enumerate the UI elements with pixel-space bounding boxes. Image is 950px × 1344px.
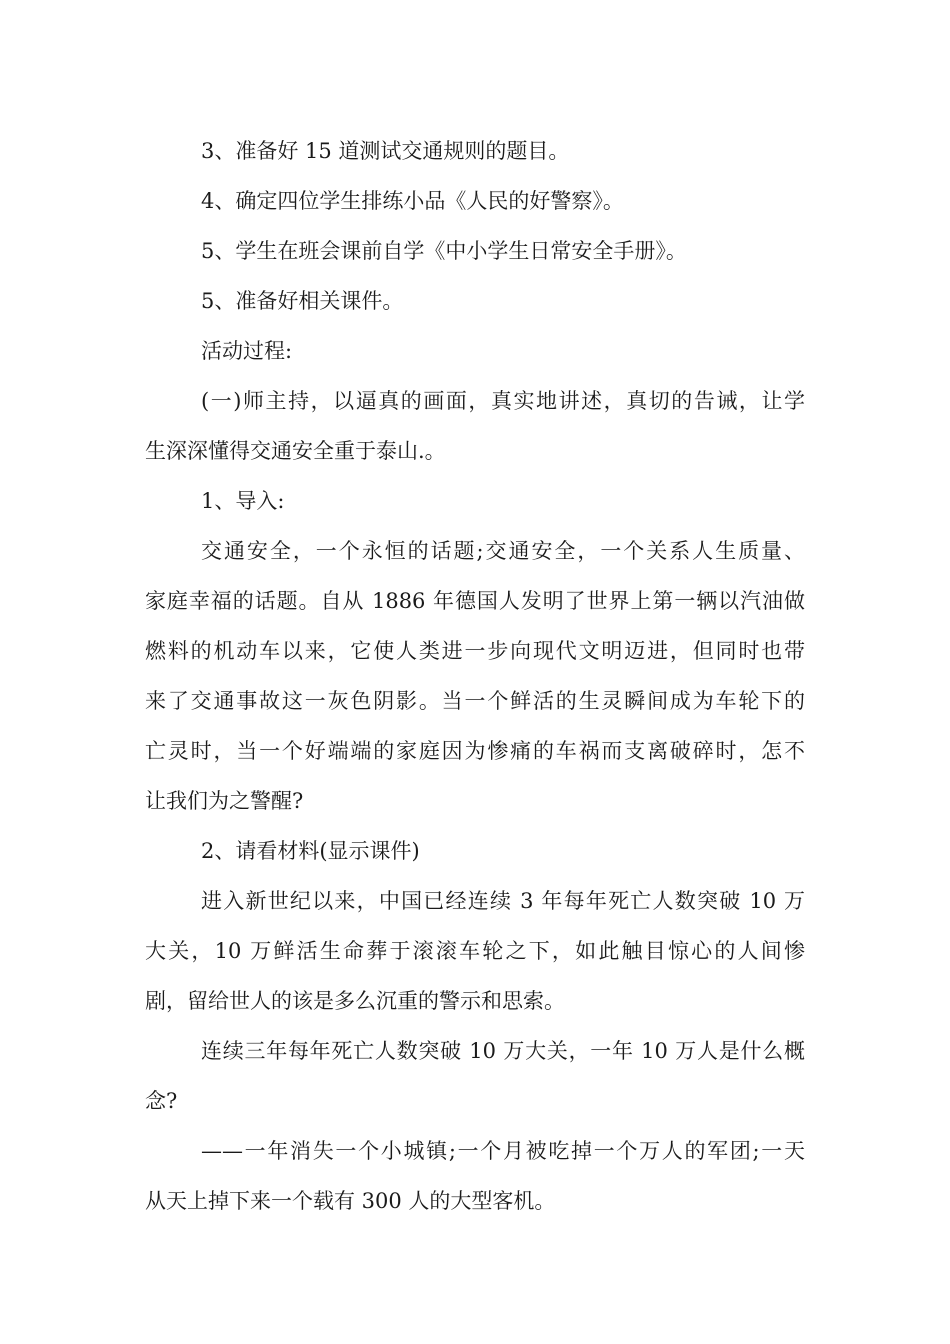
paragraph-line: 大关，10 万鲜活生命葬于滚滚车轮之下，如此触目惊心的人间惨	[145, 939, 805, 963]
paragraph-line: 燃料的机动车以来，它使人类进一步向现代文明迈进，但同时也带	[145, 639, 805, 663]
paragraph-line: ——一年消失一个小城镇;一个月被吃掉一个万人的军团;一天	[201, 1139, 805, 1163]
paragraph-line: 念?	[145, 1089, 178, 1113]
paragraph-line: 来了交通事故这一灰色阴影。当一个鲜活的生灵瞬间成为车轮下的	[145, 689, 805, 713]
list-item-self-study: 5、学生在班会课前自学《中小学生日常安全手册》。	[201, 239, 687, 263]
paragraph-line: 进入新世纪以来，中国已经连续 3 年每年死亡人数突破 10 万	[201, 889, 805, 913]
paragraph-line: 生深深懂得交通安全重于泰山.。	[145, 439, 446, 463]
list-item-prepare-questions: 3、准备好 15 道测试交通规则的题目。	[201, 139, 570, 163]
paragraph-line: 交通安全，一个永恒的话题;交通安全，一个关系人生质量、	[201, 539, 805, 563]
subheading-materials: 2、请看材料(显示课件)	[201, 839, 420, 863]
section-heading-activity-process: 活动过程:	[201, 339, 293, 363]
paragraph-line: 连续三年每年死亡人数突破 10 万大关，一年 10 万人是什么概	[201, 1039, 805, 1063]
paragraph-line: 从天上掉下来一个载有 300 人的大型客机。	[145, 1189, 556, 1213]
list-item-skit-rehearsal: 4、确定四位学生排练小品《人民的好警察》。	[201, 189, 624, 213]
list-item-courseware: 5、准备好相关课件。	[201, 289, 404, 313]
subheading-introduction: 1、导入:	[201, 489, 285, 513]
paragraph-line: 亡灵时，当一个好端端的家庭因为惨痛的车祸而支离破碎时，怎不	[145, 739, 805, 763]
paragraph-line: 让我们为之警醒?	[145, 789, 304, 813]
paragraph-line: 家庭幸福的话题。自从 1886 年德国人发明了世界上第一辆以汽油做	[145, 589, 805, 613]
paragraph-line: 剧，留给世人的该是多么沉重的警示和思索。	[145, 989, 565, 1013]
paragraph-line: (一)师主持，以逼真的画面，真实地讲述，真切的告诫，让学	[201, 389, 805, 413]
